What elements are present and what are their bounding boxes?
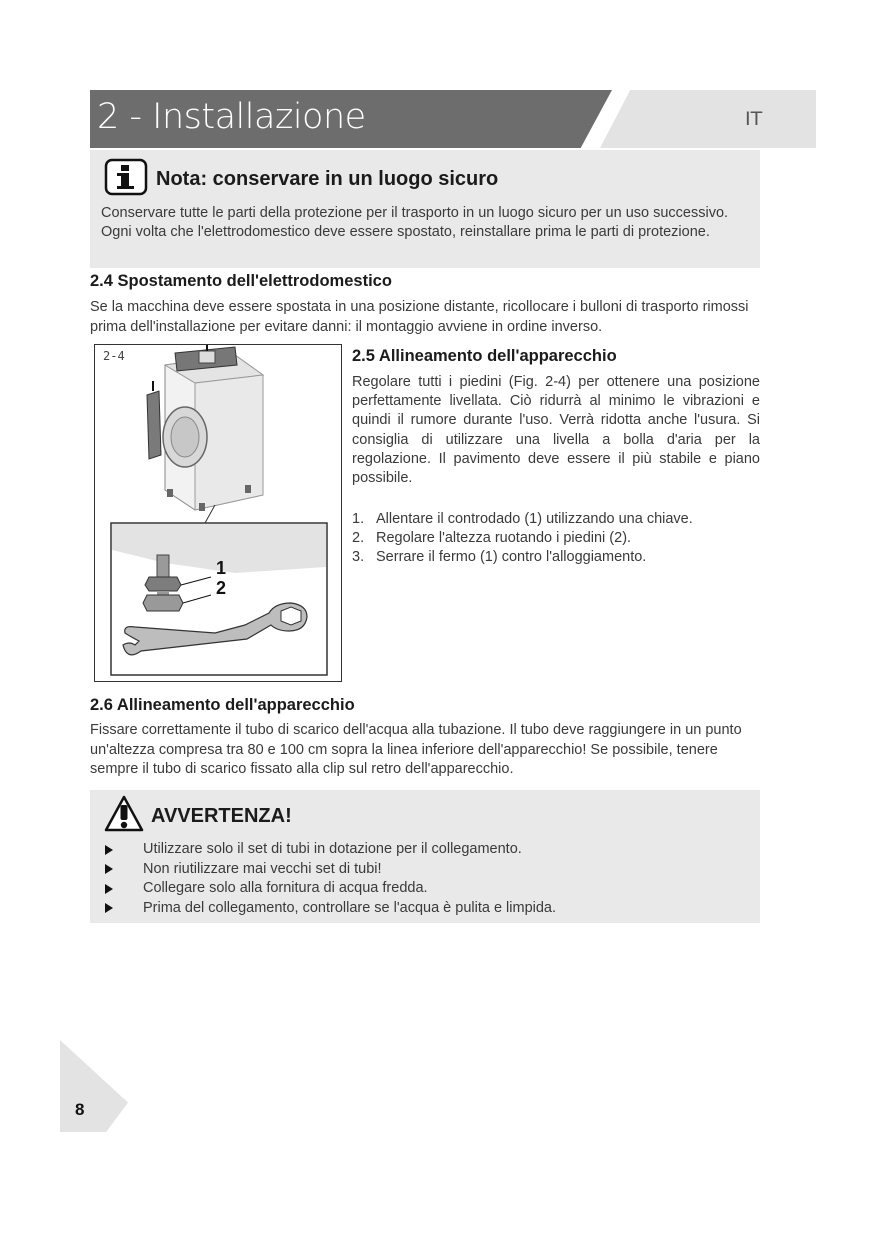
adjustment-steps	[352, 510, 772, 567]
info-icon	[104, 158, 148, 196]
note-text: Conservare tutte le parti della protezione per il trasporto in un luogo sicuro per un uso successivo. Ogni volta che l'elettrodomestico deve essere spostato, reinstallare prima le parti di protezione.	[101, 205, 729, 240]
list-item: 1. Allentare il controdado (1) utilizzando una chiave.	[352, 511, 693, 527]
list-item: Collegare solo alla fornitura di acqua fredda.	[100, 879, 750, 899]
warning-title: AVVERTENZA!	[151, 805, 292, 827]
list-item: 2. Regolare l'altezza ruotando i piedini (2).	[352, 530, 632, 546]
warning-list	[100, 840, 750, 918]
page-title: 2 - Installazione	[97, 97, 366, 137]
washing-machine-illustration	[95, 345, 341, 681]
page-number-tab	[60, 1040, 128, 1132]
figure-label: 2-4	[103, 349, 125, 363]
section-2-4-text: Se la macchina deve essere spostata in una posizione distante, ricollocare i bulloni di trasporto rimossi prima dell'installazione per evitare danni: il montaggio avviene in ordine inverso.	[90, 299, 749, 335]
list-item: Non riutilizzare mai vecchi set di tubi!	[100, 860, 750, 880]
note-title: Nota: conservare in un luogo sicuro	[156, 168, 499, 190]
callout-2: 2	[216, 578, 227, 598]
section-2-6-heading: 2.6 Allineamento dell'apparecchio	[90, 696, 355, 714]
triangle-bullet-icon	[105, 864, 113, 874]
section-2-6-text: Fissare correttamente il tubo di scarico dell'acqua alla tubazione. Il tubo deve raggiungere in un punto un'altezza compresa tra 80 e 100 cm sopra la linea inferiore dell'apparecchio! Se possibile, tenere sempre il tubo di scarico fissato alla clip sul retro dell'apparecchio.	[90, 722, 742, 777]
list-item: Utilizzare solo il set di tubi in dotazione per il collegamento.	[100, 840, 750, 860]
section-2-4-heading: 2.4 Spostamento dell'elettrodomestico	[90, 272, 392, 290]
triangle-bullet-icon	[105, 903, 113, 913]
page-number: 8	[75, 1100, 85, 1119]
section-2-5-heading: 2.5 Allineamento dell'apparecchio	[352, 347, 617, 365]
list-item: Prima del collegamento, controllare se l'acqua è pulita e limpida.	[100, 899, 750, 919]
language-code: IT	[745, 108, 763, 130]
list-item: 3. Serrare il fermo (1) contro l'alloggiamento.	[352, 549, 647, 565]
figure-2-4	[94, 344, 342, 682]
callout-1: 1	[216, 558, 227, 578]
triangle-bullet-icon	[105, 884, 113, 894]
warning-triangle-icon	[103, 794, 145, 834]
triangle-bullet-icon	[105, 845, 113, 855]
header-lang-tab	[600, 90, 816, 148]
section-2-5-text: Regolare tutti i piedini (Fig. 2-4) per ottenere una posizione perfettamente livellata. Ciò ridurrà al minimo le vibrazioni e quindi il rumore durante l'uso. Verrà ridotta anche l'usura. Si consiglia di utilizzare una livella a bolla d'aria per la regolazione. Il pavimento deve essere il più stabile e piano possibile.	[352, 374, 760, 487]
